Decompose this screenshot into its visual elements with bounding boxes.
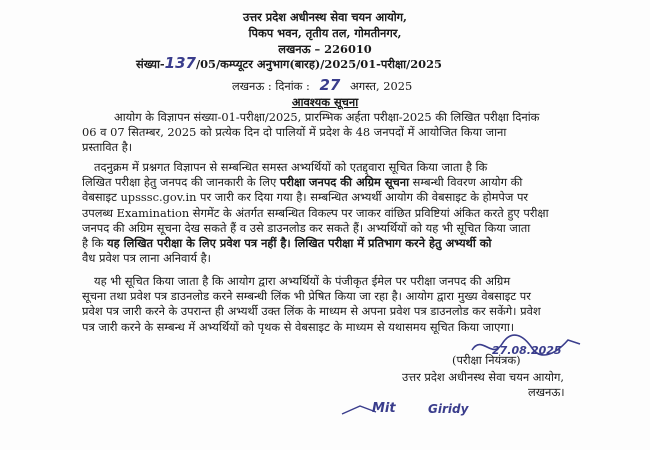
para2-line: वैध प्रवेश पत्र लाना अनिवार्य है।: [82, 251, 211, 266]
org-city: लखनऊ – 226010: [278, 42, 372, 56]
signature-designation: (परीक्षा नियंत्रक): [452, 353, 521, 367]
initials-1: Mit: [372, 401, 396, 416]
para2-text: सम्बन्धी विवरण आयोग की: [409, 175, 523, 190]
signature-city: लखनऊ।: [528, 385, 565, 399]
para3-line: पत्र जारी करने के सम्बन्ध में अभ्यर्थियों को पृथक से वेबसाइट के माध्यम से यथासमय सूचित किया जाएगा।: [82, 319, 515, 334]
date-line: [232, 78, 412, 93]
date-day-handwritten: 27: [319, 76, 341, 94]
para2-line: जनपद की अग्रिम सूचना देख सकते हैं व उसे डाउनलोड कर सकते हैं। अभ्यर्थियों को यह भी सूचित किया जाता: [82, 220, 531, 235]
para2-bold: यह लिखित परीक्षा के लिए प्रवेश पत्र नहीं है। लिखित परीक्षा में प्रतिभाग करने हेतु अभ्यर्थी को: [107, 236, 492, 251]
para2-line: तदनुक्रम में प्रश्नगत विज्ञापन से सम्बन्धित समस्त अभ्यर्थियों को एतद्द्वारा सूचित किया जाता है कि: [94, 160, 488, 174]
date-prefix: लखनऊ : दिनांक :: [232, 79, 310, 93]
ref-prefix: संख्या-: [136, 57, 165, 71]
paragraph-2: [82, 160, 602, 266]
para1-line: प्रस्तावित है।: [82, 140, 133, 155]
para1-line: 06 व 07 सितम्बर, 2025 को प्रत्येक दिन दो पालियों में प्रदेश के 48 जनपदों में आयोजित किया जाना: [82, 125, 507, 140]
ref-number-handwritten: 137: [164, 54, 196, 72]
para3-line: सूचना तथा प्रवेश पत्र डाउनलोड करने सम्बन्धी लिंक भी प्रेषित किया जा रहा है। आयोग द्वारा मुख्य वेबसाइट पर: [82, 289, 531, 304]
date-suffix: अगस्त, 2025: [350, 79, 413, 93]
ref-suffix: /05/कम्प्यूटर अनुभाग(बारह)/2025/01-परीक्षा/2025: [195, 57, 442, 71]
para3-line: यह भी सूचित किया जाता है कि आयोग द्वारा अभ्यर्थियों के पंजीकृत ईमेल पर परीक्षा जनपद की अग्रिम: [94, 274, 511, 288]
para2-line: [82, 236, 602, 251]
signature-org: उत्तर प्रदेश अधीनस्थ सेवा चयन आयोग,: [402, 370, 564, 384]
para2-text: लिखित परीक्षा हेतु जनपद की जानकारी के लिए: [82, 175, 280, 190]
reference-line: [136, 56, 442, 71]
para2-text: है कि: [82, 236, 107, 251]
org-address: पिकप भवन, तृतीय तल, गोमतीनगर,: [248, 26, 402, 40]
para2-line: उपलब्ध Examination सेगमेंट के अंतर्गत सम्बन्धित विकल्प पर जाकर वांछित प्रविष्टियां अंकित करते हुए परीक्षा: [82, 205, 549, 220]
para2-line: वेबसाइट upsssc.gov.in पर जारी कर दिया गया है। सम्बन्धित अभ्यर्थी आयोग की वेबसाइट के होमपेज पर: [82, 190, 529, 205]
initials-2: Giridy: [428, 402, 469, 416]
signature-date: 27.08.2025: [492, 344, 562, 357]
initial-arrow: [340, 402, 380, 418]
org-name: उत्तर प्रदेश अधीनस्थ सेवा चयन आयोग,: [242, 10, 408, 24]
paragraph-1: [82, 110, 602, 156]
notice-title: आवश्यक सूचना: [291, 95, 359, 109]
para3-line: प्रवेश पत्र जारी करने के उपरान्त ही अभ्यर्थी उक्त लिंक के माध्यम से अपना प्रवेश पत्र डाउनलोड कर सकेंगे। प्रवेश: [82, 304, 541, 319]
paragraph-3: [82, 274, 602, 335]
para1-line: आयोग के विज्ञापन संख्या-01-परीक्षा/2025, प्रारम्भिक अर्हता परीक्षा-2025 की लिखित परीक्षा दिनांक: [114, 110, 540, 124]
para2-bold: परीक्षा जनपद की अग्रिम सूचना: [279, 175, 410, 190]
para2-line: [82, 175, 602, 190]
